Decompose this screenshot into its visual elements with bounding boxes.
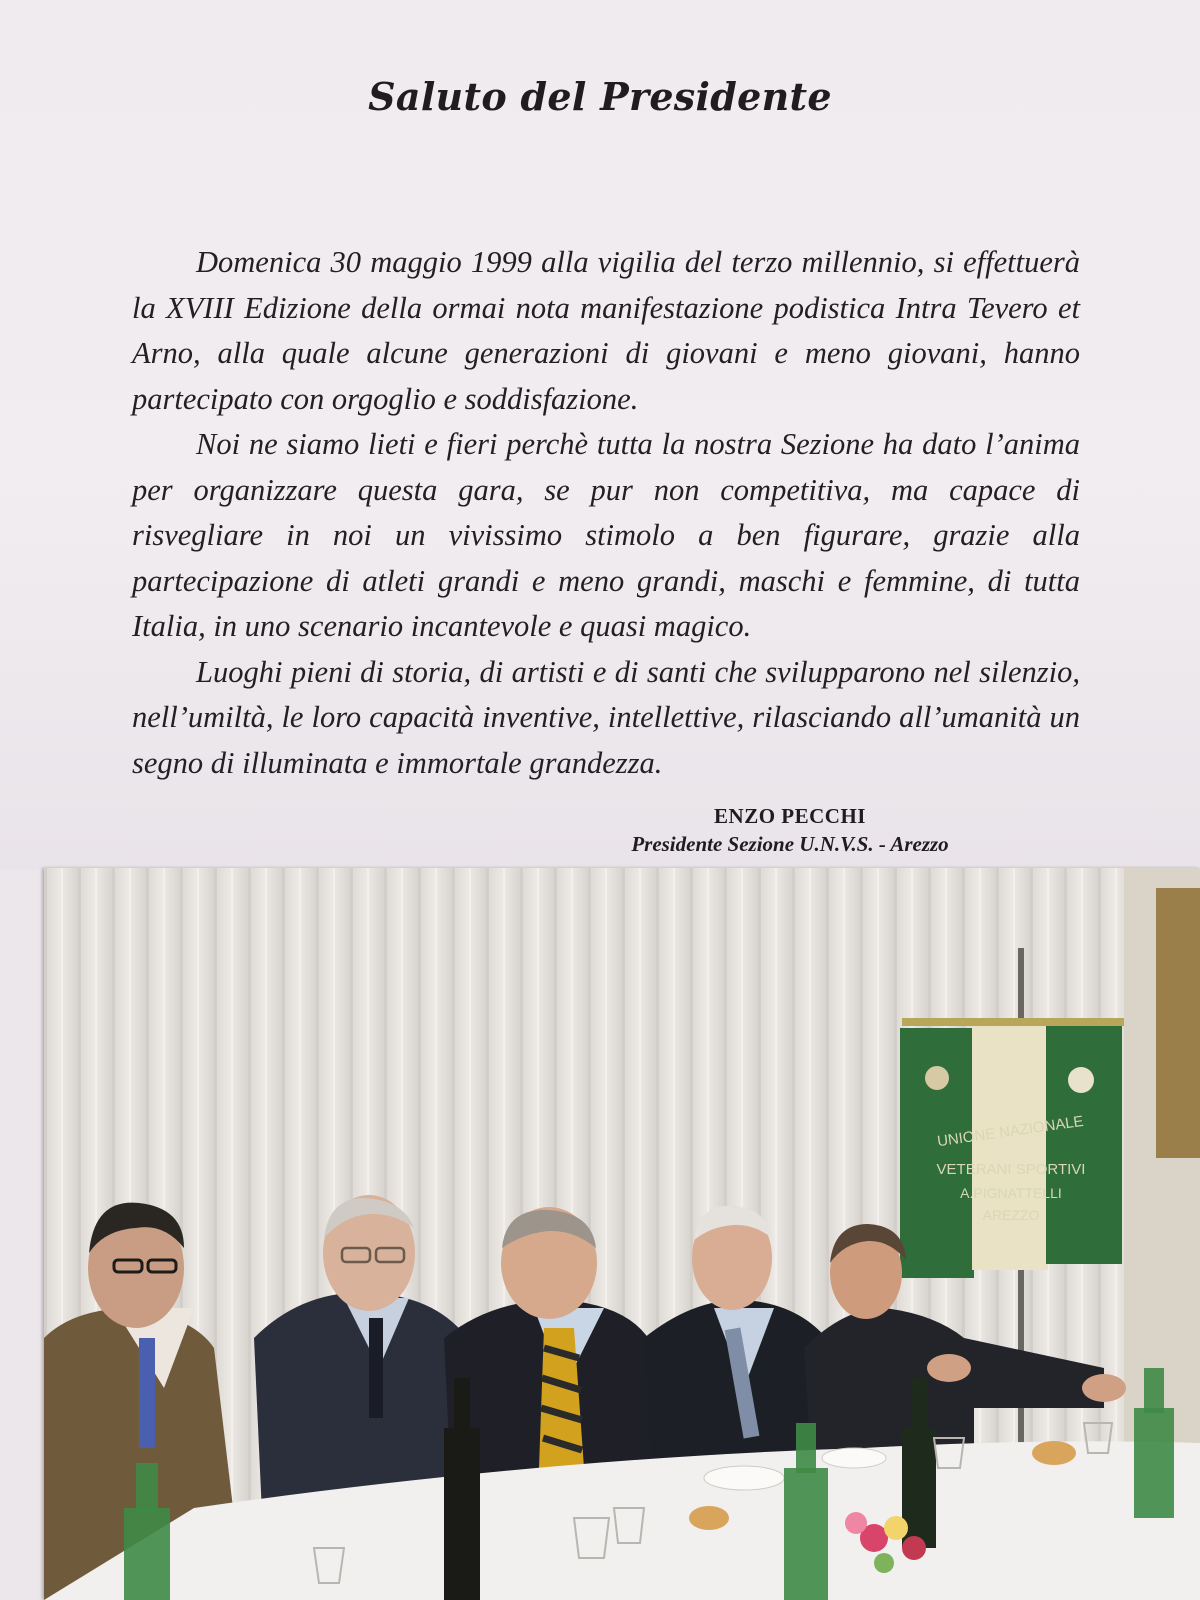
plate	[822, 1448, 886, 1468]
letter-body	[132, 240, 1080, 786]
banner-line-3: A.PIGNATTELLI	[960, 1185, 1062, 1201]
paragraph-1: Domenica 30 maggio 1999 alla vigilia del terzo millennio, si effettuerà la XVIII Edizione della ormai nota manifestazione podistica Intra Tevero et Arno, alla quale alcune generazioni di giovani e meno giovani, hanno partecipato con orgoglio e soddisfazione.	[132, 245, 1080, 416]
paragraph-3: Luoghi pieni di storia, di artisti e di santi che svilupparono nel silenzio, nell’umiltà, le loro capacità inventive, intellettive, rilasciando all’umanità un segno di illuminata e immortale grandezza.	[132, 654, 1080, 780]
bread-roll	[689, 1506, 729, 1530]
banner-line-2: VETERANI SPORTIVI	[936, 1161, 1086, 1178]
page-title: Saluto del Presidente	[368, 74, 832, 119]
paragraph-2: Noi ne siamo lieti e fieri perchè tutta la nostra Sezione ha dato l’anima per organizzare questa gara, se pur non competitiva, ma capace di risvegliare in noi un vivissimo stimolo a ben figurare, grazie alla partecipazione di atleti grandi e meno grandi, maschi e femmine, di tutta Italia, in uno scenario incantevole e quasi magico.	[132, 427, 1080, 643]
plate	[704, 1466, 784, 1490]
bread-roll	[1032, 1441, 1076, 1465]
pointing-hand	[1082, 1374, 1126, 1402]
signature-role: Presidente Sezione U.N.V.S. - Arezzo	[631, 832, 949, 856]
group-photo	[44, 868, 1200, 1600]
signature-block	[560, 803, 1020, 859]
banner-line-1: UNIONE NAZIONALE	[936, 1112, 1085, 1151]
club-banner	[900, 1018, 1124, 1278]
horse-emblem-icon	[1068, 1067, 1094, 1093]
emblem-icon	[925, 1066, 949, 1090]
group-photo-illustration	[44, 868, 1200, 1600]
signature-name: ENZO PECCHI	[714, 804, 866, 828]
picture-frame	[1156, 888, 1200, 1158]
banner-line-4: AREZZO	[982, 1207, 1040, 1223]
